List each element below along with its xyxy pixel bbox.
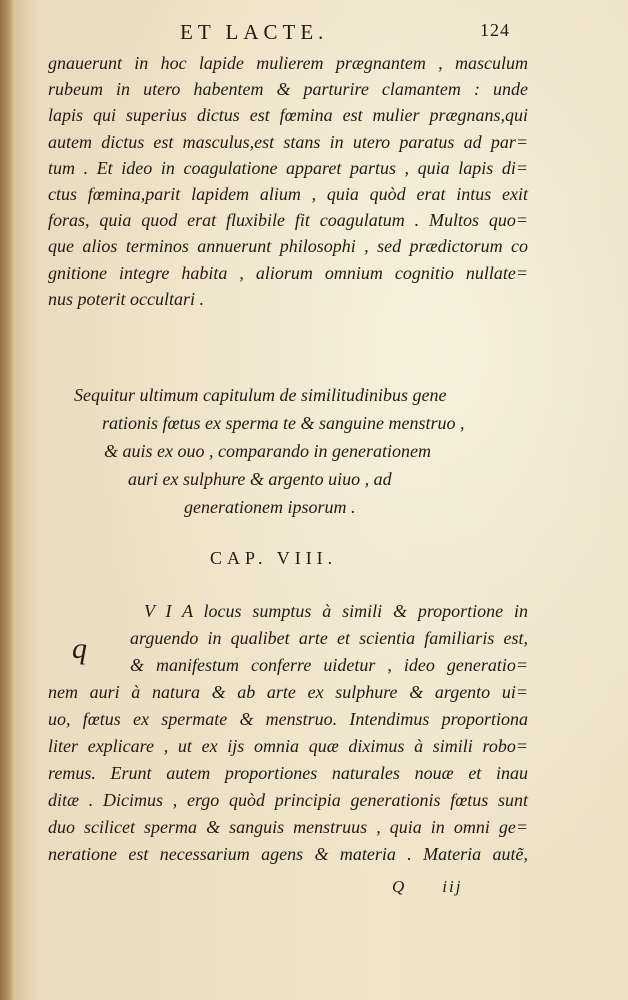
text-line: tum . Et ideo in coagulatione apparet partus , quia lapis di= bbox=[48, 157, 528, 178]
summary-line: generationem ipsorum . bbox=[184, 497, 356, 517]
text-line: V I A locus sumptus à simili & proportione in bbox=[144, 601, 528, 621]
text-line: que alios terminos annuerunt philosophi , sed prædictorum co bbox=[48, 236, 528, 257]
page-number: 124 bbox=[480, 20, 510, 40]
text-line: & manifestum conferre uidetur , ideo generatio= bbox=[130, 655, 528, 675]
signature-number: iij bbox=[442, 877, 463, 896]
running-head: ET LACTE. bbox=[180, 20, 329, 44]
paragraph-1 bbox=[48, 50, 528, 312]
summary-line: rationis fœtus ex sperma te & sanguine menstruo , bbox=[102, 413, 465, 433]
text-line: ditæ . Dicimus , ergo quòd principia generationis fœtus sunt bbox=[48, 790, 528, 810]
text-line: ctus fœmina,parit lapidem alium , quia quòd erat intus exit bbox=[48, 183, 528, 204]
text-line: rubeum in utero habentem & parturire clamantem : unde bbox=[48, 79, 528, 100]
text-line: neratione est necessarium agens & materia . Materia autẽ, bbox=[48, 844, 528, 864]
text-line: duo scilicet sperma & sanguis menstruus , quia in omni ge= bbox=[48, 817, 528, 837]
text-line: autem dictus est masculus,est stans in utero paratus ad par= bbox=[48, 131, 528, 152]
summary-line: Sequitur ultimum capitulum de similitudinibus gene bbox=[74, 385, 447, 405]
text-line: nem auri à natura & ab arte ex sulphure & argento ui= bbox=[48, 682, 528, 702]
text-line: gnitione integre habita , aliorum omnium cognitio nullate= bbox=[48, 262, 528, 283]
text-line: liter explicare , ut ex ijs omnia quæ diximus à simili robo= bbox=[48, 736, 528, 756]
chapter-number: CAP. VIII. bbox=[210, 548, 338, 568]
text-line: nus poterit occultari . bbox=[48, 288, 204, 309]
signature-mark bbox=[392, 877, 498, 897]
text-line: foras, quia quod erat fluxibile fit coagulatum . Multos quo= bbox=[48, 210, 528, 231]
page-header bbox=[180, 20, 510, 50]
text-line: remus. Erunt autem proportiones naturales nouæ et inau bbox=[48, 763, 528, 783]
summary-line: & auis ex ouo , comparando in generationem bbox=[104, 441, 431, 461]
chapter-summary bbox=[60, 381, 520, 521]
paragraph-2 bbox=[48, 598, 528, 868]
signature-letter: Q bbox=[392, 877, 407, 896]
page-gutter bbox=[0, 0, 14, 1000]
text-line: gnauerunt in hoc lapide mulierem prægnantem , masculum bbox=[48, 53, 528, 73]
drop-cap: q bbox=[72, 632, 87, 665]
text-line: arguendo in qualibet arte et scientia familiaris est, bbox=[130, 628, 528, 648]
text-line: lapis qui superius dictus est fœmina est mulier prægnans,qui bbox=[48, 105, 528, 126]
summary-line: auri ex sulphure & argento uiuo , ad bbox=[128, 469, 392, 489]
text-line: uo, fœtus ex spermate & menstruo. Intendimus proportiona bbox=[48, 709, 528, 729]
